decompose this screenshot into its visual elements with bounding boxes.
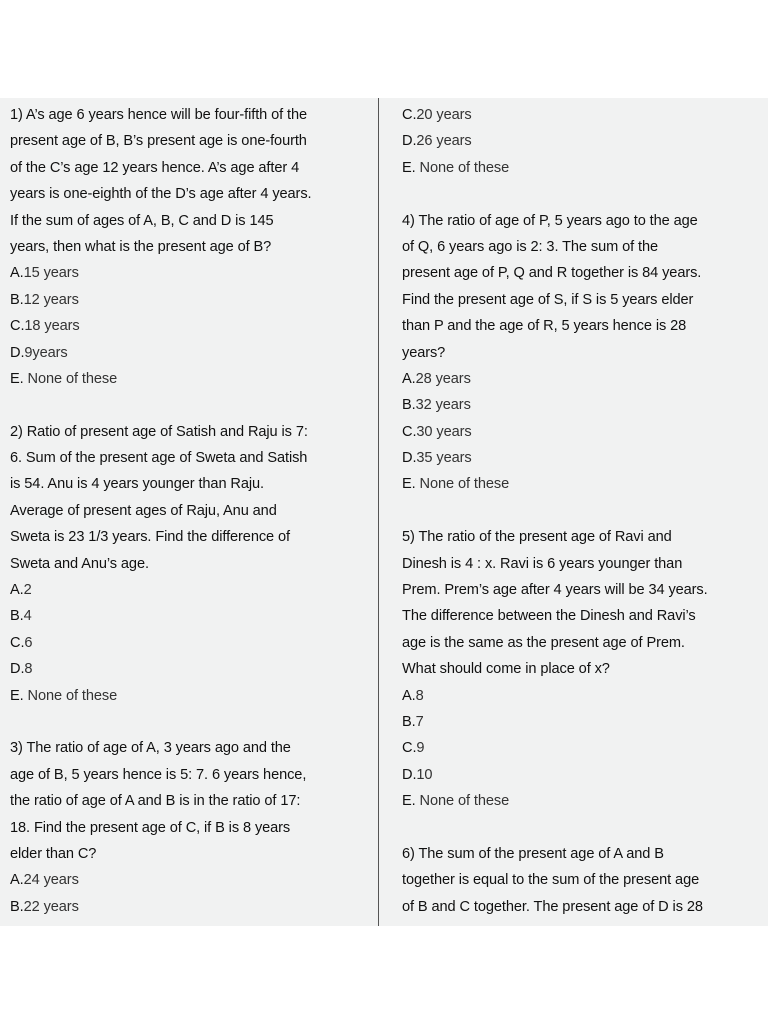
- question-line: Sweta is 23 1/3 years. Find the difference of: [10, 529, 290, 546]
- question-line: 18. Find the present age of C, if B is 8 years: [10, 819, 291, 836]
- question-line: years is one-eighth of the D’s age after 4 years.: [10, 186, 312, 203]
- answer-option: [10, 340, 372, 366]
- option-letter: D.: [10, 661, 25, 678]
- answer-option: [402, 683, 762, 709]
- spacer: [402, 181, 762, 207]
- option-letter: B.: [402, 397, 416, 414]
- question-line: present age of B, B’s present age is one-fourth: [10, 133, 307, 150]
- option-letter: B.: [402, 713, 416, 730]
- question-line: 2) Ratio of present age of Satish and Raju is 7:: [10, 423, 308, 440]
- answer-option: [402, 788, 762, 814]
- answer-option: [402, 762, 762, 788]
- question-line: Average of present ages of Raju, Anu and: [10, 502, 277, 519]
- option-letter: D.: [402, 766, 417, 783]
- right-column: [402, 102, 762, 920]
- question-line: 4) The ratio of age of P, 5 years ago to the age: [402, 212, 698, 229]
- question-line: of B and C together. The present age of D is 28: [402, 898, 703, 915]
- option-letter: B.: [10, 291, 24, 308]
- answer-option: [10, 287, 372, 313]
- question-line: of the C’s age 12 years hence. A’s age after 4: [10, 159, 300, 176]
- option-text: None of these: [415, 476, 510, 493]
- spacer: [402, 815, 762, 841]
- answer-option: [10, 366, 372, 392]
- option-text: 10: [416, 766, 433, 783]
- option-text: None of these: [23, 687, 118, 704]
- answer-option: [10, 656, 372, 682]
- option-text: 15 years: [23, 265, 79, 282]
- question-line: The difference between the Dinesh and Ravi’s: [402, 608, 696, 625]
- question-line: the ratio of age of A and B is in the ratio of 17:: [10, 793, 301, 810]
- question-line: present age of P, Q and R together is 84 years.: [402, 265, 702, 282]
- option-letter: D.: [10, 344, 25, 361]
- answer-option: [402, 419, 762, 445]
- answer-option: [402, 128, 762, 154]
- answer-option: [402, 471, 762, 497]
- question-line: together is equal to the sum of the present age: [402, 872, 700, 889]
- answer-option: [10, 867, 372, 893]
- option-letter: A.: [10, 872, 24, 889]
- option-letter: E.: [10, 687, 24, 704]
- option-letter: D.: [402, 450, 417, 467]
- answer-option: [402, 155, 762, 181]
- option-text: 4: [23, 608, 32, 625]
- answer-option: [10, 894, 372, 920]
- option-text: 35 years: [416, 450, 472, 467]
- question-line: age of B, 5 years hence is 5: 7. 6 years hence,: [10, 766, 307, 783]
- spacer: [402, 498, 762, 524]
- option-letter: C.: [402, 740, 417, 757]
- option-letter: E.: [402, 159, 416, 176]
- question-line: is 54. Anu is 4 years younger than Raju.: [10, 476, 264, 493]
- question-line: What should come in place of x?: [402, 661, 610, 678]
- question-line: 1) A’s age 6 years hence will be four-fifth of the: [10, 107, 308, 123]
- option-text: 28 years: [415, 370, 471, 387]
- option-text: None of these: [415, 159, 510, 176]
- answer-option: [10, 260, 372, 286]
- option-text: 7: [415, 713, 424, 730]
- question-line: elder than C?: [10, 845, 97, 862]
- option-text: 32 years: [415, 397, 471, 414]
- option-text: 30 years: [416, 423, 472, 440]
- option-letter: E.: [10, 370, 24, 387]
- option-text: 24 years: [23, 872, 79, 889]
- spacer: [10, 392, 372, 418]
- option-text: 6: [24, 634, 33, 651]
- option-letter: C.: [402, 107, 417, 123]
- question-line: 3) The ratio of age of A, 3 years ago and the: [10, 740, 291, 757]
- option-letter: C.: [402, 423, 417, 440]
- left-column: [10, 102, 372, 920]
- question-line: Sweta and Anu’s age.: [10, 555, 149, 572]
- question-line: Dinesh is 4 : x. Ravi is 6 years younger than: [402, 555, 683, 572]
- option-text: 2: [23, 582, 32, 599]
- question-line: of Q, 6 years ago is 2: 3. The sum of the: [402, 238, 659, 255]
- question-line: If the sum of ages of A, B, C and D is 145: [10, 212, 274, 229]
- question-line: 6. Sum of the present age of Sweta and Satish: [10, 450, 308, 467]
- option-text: 8: [24, 661, 33, 678]
- question-line: 5) The ratio of the present age of Ravi and: [402, 529, 672, 546]
- option-text: None of these: [415, 793, 510, 810]
- question-line: than P and the age of R, 5 years hence is 28: [402, 318, 687, 335]
- answer-option: [402, 445, 762, 471]
- option-letter: D.: [402, 133, 417, 150]
- option-text: 18 years: [24, 318, 80, 335]
- column-divider: [378, 98, 379, 926]
- option-letter: C.: [10, 318, 25, 335]
- question-line: Prem. Prem’s age after 4 years will be 34 years.: [402, 582, 708, 599]
- question-line: years?: [402, 344, 446, 361]
- answer-option: [402, 366, 762, 392]
- answer-option: [402, 735, 762, 761]
- answer-option: [402, 102, 762, 128]
- spacer: [10, 709, 372, 735]
- option-letter: C.: [10, 634, 25, 651]
- answer-option: [10, 603, 372, 629]
- answer-option: [402, 392, 762, 418]
- option-letter: E.: [402, 476, 416, 493]
- option-letter: A.: [402, 687, 416, 704]
- option-text: 9years: [24, 344, 68, 361]
- option-text: 12 years: [23, 291, 79, 308]
- question-line: Find the present age of S, if S is 5 years elder: [402, 291, 694, 308]
- option-letter: B.: [10, 898, 24, 915]
- option-letter: B.: [10, 608, 24, 625]
- question-line: years, then what is the present age of B?: [10, 238, 272, 255]
- option-text: 9: [416, 740, 425, 757]
- option-text: 20 years: [416, 107, 472, 123]
- question-line: 6) The sum of the present age of A and B: [402, 845, 664, 862]
- question-line: age is the same as the present age of Prem.: [402, 634, 685, 651]
- option-text: 8: [415, 687, 424, 704]
- answer-option: [10, 313, 372, 339]
- option-letter: E.: [402, 793, 416, 810]
- option-text: 22 years: [23, 898, 79, 915]
- answer-option: [402, 709, 762, 735]
- answer-option: [10, 683, 372, 709]
- option-text: 26 years: [416, 133, 472, 150]
- option-letter: A.: [10, 265, 24, 282]
- option-text: None of these: [23, 370, 118, 387]
- option-letter: A.: [402, 370, 416, 387]
- answer-option: [10, 630, 372, 656]
- option-letter: A.: [10, 582, 24, 599]
- answer-option: [10, 577, 372, 603]
